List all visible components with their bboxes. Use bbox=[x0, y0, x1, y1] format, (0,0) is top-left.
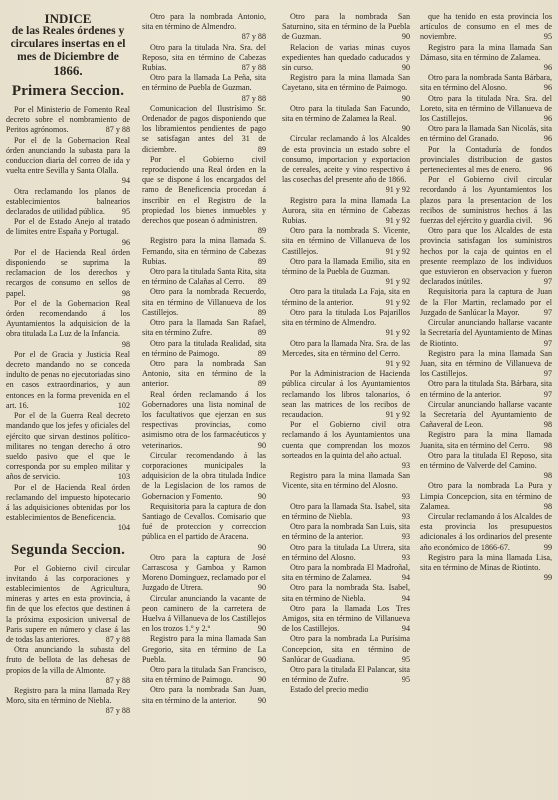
page-number: 89 bbox=[257, 328, 266, 338]
column-3 bbox=[282, 12, 410, 794]
page-number: 102 bbox=[117, 400, 130, 410]
entry-text: Registro para la mina llamada Juanita, sita en término del Cerro. bbox=[420, 430, 552, 450]
page-number: 104 bbox=[117, 523, 130, 533]
index-entry bbox=[420, 430, 552, 450]
index-title-line: circulares insertas en el bbox=[10, 38, 126, 50]
page-number: 91 y 92 bbox=[385, 409, 410, 419]
index-entry bbox=[6, 248, 130, 299]
page-number: 98 bbox=[121, 339, 130, 349]
column-4 bbox=[420, 12, 552, 794]
page-number: 91 y 92 bbox=[385, 246, 410, 256]
entry-text: Otro para la llamada San Rafael, sita en término Zufre. bbox=[142, 318, 266, 338]
page-number: 90 bbox=[401, 32, 410, 42]
index-entry bbox=[142, 359, 266, 390]
entry-list bbox=[282, 12, 410, 696]
index-title: INDICE bbox=[44, 11, 92, 26]
page-number: 96 bbox=[543, 63, 552, 73]
entry-text: Por el de la Gobernacion Real órden anunciando la subasta para la conduccion diaria del correo de ida y vuelta entre Sevilla y Santa Olalla. bbox=[6, 135, 130, 176]
index-entry bbox=[142, 339, 266, 359]
entry-text: Otro para la titulada Realidad, sita en término de Paimogo. bbox=[142, 338, 266, 358]
page-number: 93 bbox=[401, 532, 410, 542]
entry-text: Requisitoria para la captura de Juan de la Flor Martin, reclamado por el Juzgado de Sanlúcar la Mayor. bbox=[420, 287, 552, 317]
page-number: 91 y 92 bbox=[385, 216, 410, 226]
entry-text: Otro para la titulada Santa Rita, sita en término de Calañas al Cerro. bbox=[142, 267, 266, 287]
index-entry bbox=[420, 400, 552, 431]
index-entry bbox=[282, 471, 410, 502]
entry-text: Registro para la mina llamada La Aurora, sita en término de Cabezas Rubias. bbox=[282, 195, 410, 226]
index-entry bbox=[420, 379, 552, 399]
index-entry bbox=[420, 43, 552, 74]
entry-text: Por el Gobierno civil circular invitando á las corporaciones y establecimientos de Agricultura, mineras y artes en esta provincia, á fin de que los efectos que destinen á la próxima exposicion universal de Paris supere en número y clase á las de todas las anteriores. bbox=[6, 563, 130, 644]
index-entry bbox=[6, 645, 130, 686]
page-number: 87 y 88 bbox=[105, 634, 130, 644]
index-entry bbox=[282, 369, 410, 420]
index-entry bbox=[282, 308, 410, 339]
index-entry bbox=[6, 187, 130, 218]
page-number: 96 bbox=[121, 237, 130, 247]
index-entry bbox=[142, 236, 266, 267]
page-number: 91 y 92 bbox=[385, 297, 410, 307]
index-entry bbox=[420, 124, 552, 144]
entry-text: Registro para la mina llamada San Juan, sita en término de Villanueva de los Castillejos. bbox=[420, 348, 552, 379]
index-entry bbox=[6, 105, 130, 136]
page-number: 91 y 92 bbox=[385, 328, 410, 338]
entry-text: Por el de Gracia y Justicia Real decreto mandando no se conceda indulto de penas no ejecutoriadas sino en casos extraordinarios, y aun entonces en la forma prevenida en el art. 16. bbox=[6, 349, 130, 410]
page-number: 94 bbox=[121, 176, 130, 186]
entry-text: Otro para la nombrada San Juan, sita en término de la anterior. bbox=[142, 685, 266, 705]
index-entry bbox=[282, 543, 410, 563]
entry-text: Por la Administracion de Hacienda pública circular á los Ayuntamientos reclamando los libros talonarios, ó sean las matrices de los recibos de recaudacion. bbox=[282, 369, 410, 419]
page-number: 97 bbox=[543, 307, 552, 317]
page-number: 90 bbox=[257, 695, 266, 705]
index-title-line: de las Reales órdenes y bbox=[11, 25, 125, 37]
index-entry bbox=[420, 94, 552, 125]
index-entry bbox=[420, 175, 552, 226]
entry-text: Registro para la mina llamada Rey Moro, sita en término de Niebla. bbox=[6, 685, 130, 706]
page-number: 89 bbox=[257, 348, 266, 358]
index-entry bbox=[142, 43, 266, 74]
page-number: 97 bbox=[543, 369, 552, 379]
page-number: 89 bbox=[257, 144, 266, 154]
page-number: 99 bbox=[543, 573, 552, 583]
index-entry bbox=[282, 502, 410, 522]
entry-text: que ha tenido en esta provincia los artículos de consumo en el mes de noviembre. bbox=[420, 12, 552, 42]
entry-text: Por el Ministerio de Fomento Real decreto sobre el nombramiento de Peritos agrónomos. bbox=[6, 105, 130, 135]
index-entry bbox=[282, 563, 410, 583]
page-number: 98 bbox=[121, 288, 130, 298]
page-number: 96 bbox=[543, 134, 552, 144]
page-number: 90 bbox=[401, 93, 410, 103]
entry-list-primera bbox=[6, 105, 130, 534]
entry-text: Otro para la titulada El Reposo, sita en término de Valverde del Camino. bbox=[420, 450, 552, 470]
index-entry bbox=[282, 134, 410, 195]
entry-text: Otro para la nombrada San Antonio, sita en término de la anterior. bbox=[142, 358, 266, 389]
index-entry bbox=[6, 136, 130, 187]
page-number: 99 bbox=[543, 542, 552, 552]
index-entry bbox=[282, 226, 410, 257]
index-entry bbox=[282, 43, 410, 74]
page-number: 96 bbox=[543, 165, 552, 175]
page-number: 95 bbox=[401, 654, 410, 664]
entry-text: Otro para la llamada Sta. Isabel, sita en término de Niebla. bbox=[282, 501, 410, 521]
index-entry bbox=[6, 686, 130, 717]
page-number: 96 bbox=[543, 83, 552, 93]
page-number: 89 bbox=[257, 277, 266, 287]
entry-text: Registro para la mina llamada San Gregorio, sita en término de La Puebla. bbox=[142, 634, 266, 664]
entry-text: Por el de Estado Anejo al tratado de limites entre España y Portugal. bbox=[6, 217, 130, 237]
page-number: 97 bbox=[543, 277, 552, 287]
index-entry bbox=[420, 12, 552, 43]
index-entry bbox=[282, 665, 410, 685]
index-entry bbox=[6, 217, 130, 248]
index-entry bbox=[142, 73, 266, 104]
entry-text: Por el Gobierno civil otra reclamando á los Ayuntamientos una cuenta que comprendan los mozos sorteados en la quinta del año actual. bbox=[282, 420, 410, 460]
index-entry bbox=[282, 583, 410, 603]
page-number: 94 bbox=[401, 593, 410, 603]
page-number: 91 y 92 bbox=[385, 185, 410, 195]
page-number: 87 y 88 bbox=[105, 675, 130, 685]
entry-text: Registro para la mina llamada S. Fernando, sita en término de Cabezas Rubias. bbox=[142, 236, 266, 266]
entry-text: Otro para que los Alcaldes de esta provincia satisfagan los suministros hechos por la caja de quintos en el presente reemplazo de los individuos que estuvieron en observacion y fueron declarados inútiles. bbox=[420, 226, 552, 287]
page-number: 93 bbox=[401, 460, 410, 470]
entry-text: Otro para la nombrada Santa Bárbara, sita en término del Alosno. bbox=[420, 73, 552, 93]
page-number: 87 y 88 bbox=[105, 706, 130, 716]
index-entry bbox=[282, 685, 410, 695]
entry-text: Otro para la titulada Sta. Bárbara, sita en término de la anterior. bbox=[420, 379, 552, 399]
index-entry bbox=[142, 318, 266, 338]
entry-text: Otro para la titulada El Palancar, sita en término de Zufre. bbox=[282, 665, 410, 685]
index-entry bbox=[142, 390, 266, 451]
section-heading-segunda: Segunda Seccion. bbox=[10, 541, 126, 558]
index-entry bbox=[142, 155, 266, 237]
entry-text: Circular anunciando hallarse vacante la Secretaría del Ayuntamiento de Cañaveral de Leon. bbox=[420, 399, 552, 430]
index-entry bbox=[282, 287, 410, 307]
entry-text: Otro para la titulada San Francisco, sita en término de Paimogo. bbox=[142, 665, 266, 685]
entry-text: Estado del precio medio bbox=[290, 685, 369, 695]
index-entry bbox=[282, 604, 410, 635]
entry-text: Por la Contaduría de fondos provinciales distribucion de gastos pertenecientes al mes de enero. bbox=[420, 144, 552, 175]
entry-text: Registro para la mina llamada San Cayetano, sita en término de Paimogo. bbox=[282, 73, 410, 93]
entry-text: Otro para la titulada La Utrera, sita en término del Alosno. bbox=[282, 542, 410, 562]
entry-text: Otro para la llamada Los Tres Amigos, sita en término de Villanueva de los Castillejos. bbox=[282, 603, 410, 634]
entry-text: Comunicacion del Ilustrísimo Sr. Ordenador de pagos disponiendo que los libramientos pendientes de pago se satisfagan antes del 31 de diciembre. bbox=[142, 103, 266, 154]
entry-text: Otro para la nombrada La Pura y Limpia Concepcion, sita en término de Zalamea. bbox=[420, 481, 552, 511]
page-number: 103 bbox=[117, 472, 130, 482]
page-number: 97 bbox=[543, 338, 552, 348]
page-number: 90 bbox=[257, 583, 266, 593]
page-number: 96 bbox=[543, 216, 552, 226]
page-number: 90 bbox=[257, 491, 266, 501]
page-number: 93 bbox=[401, 511, 410, 521]
index-entry bbox=[420, 287, 552, 318]
page-number: 91 y 92 bbox=[385, 358, 410, 368]
page-number: 89 bbox=[257, 226, 266, 236]
index-entry bbox=[6, 564, 130, 646]
index-entry bbox=[420, 451, 552, 482]
page-number: 90 bbox=[401, 63, 410, 73]
index-entry bbox=[6, 350, 130, 411]
index-entry bbox=[6, 299, 130, 350]
index-entry bbox=[420, 349, 552, 380]
entry-text: Otro para la titulada San Facundo, sita en término de Zalamea la Real. bbox=[282, 103, 410, 124]
index-entry bbox=[142, 594, 266, 635]
page-number: 90 bbox=[401, 124, 410, 134]
entry-text: Otro para la llamada San Nicolás, sita en término del Granado. bbox=[420, 124, 552, 144]
entry-text: Real órden reclamando á los Gobernadores una lista nominal de los facultativos que ejerzan en sus respectivas provincias, como asimismo otra de los farmacéuticos y veterinarios. bbox=[142, 389, 266, 450]
index-entry bbox=[282, 104, 410, 135]
page-number: 95 bbox=[121, 207, 130, 217]
page-number: 94 bbox=[401, 573, 410, 583]
index-entry bbox=[142, 451, 266, 502]
entry-text: Otro para la nombrada Sta. Isabel, sita en término de Niebla. bbox=[282, 583, 410, 603]
entry-text: Otro para la llamada Nra. Sra. de las Mercedes, sita en término del Cerro. bbox=[282, 338, 410, 358]
page-number: 98 bbox=[543, 440, 552, 450]
page-number: 87 y 88 bbox=[105, 125, 130, 135]
page-number: 87 y 88 bbox=[241, 63, 266, 73]
index-entry bbox=[142, 634, 266, 665]
index-entry bbox=[142, 12, 266, 43]
index-entry bbox=[420, 512, 552, 553]
index-entry bbox=[142, 267, 266, 287]
entry-list-segunda bbox=[6, 564, 130, 717]
page-number: 94 bbox=[401, 624, 410, 634]
section-heading-primera: Primera Seccion. bbox=[11, 83, 125, 99]
page-number: 90 bbox=[257, 654, 266, 664]
entry-text: Otra anunciando la subasta del fruto de bellota de las dehesas de propios de la villa de Almonte. bbox=[6, 645, 130, 675]
entry-text: Por el de Hacienda Real órden disponiendo se suprima la reclamacion de los derechos y recargos de consumo en sellos de papel. bbox=[6, 247, 130, 298]
entry-text: Por el de la Guerra Real decreto mandando que los jefes y oficiales del ejército que sirvan destinos político-militares no tengan derecho á otro sueldo pasivo que el que le corresponda por su empleo militar y años de servicio. bbox=[6, 411, 130, 482]
page-number: 90 bbox=[257, 675, 266, 685]
entry-text: Otra reclamando los planos de establecimientos balnearios declarados de utilidad pública. bbox=[6, 186, 130, 217]
page-number: 89 bbox=[257, 256, 266, 266]
column-1 bbox=[6, 12, 130, 794]
index-entry bbox=[282, 522, 410, 542]
page-number: 98 bbox=[543, 420, 552, 430]
entry-text: Otro para la nombrada San Luis, sita en término de la anterior. bbox=[282, 522, 410, 542]
entry-list bbox=[420, 12, 552, 583]
entry-text: Por el de Hacienda Real órden reclamando del impuesto hipotecario á las adquisiciones obtenidas por los establecimientos de Beneficencia. bbox=[6, 482, 130, 523]
index-entry bbox=[282, 73, 410, 104]
entry-text: Circular anunciando la vacante de peon caminero de la carretera de Huelva á Villanueva de los Castillejos en los trozos 1.º y 2.º bbox=[142, 593, 266, 634]
index-entry bbox=[282, 420, 410, 471]
index-entry bbox=[282, 196, 410, 227]
index-entry bbox=[282, 339, 410, 370]
index-entry bbox=[142, 685, 266, 705]
index-entry bbox=[420, 145, 552, 176]
page-number: 89 bbox=[257, 307, 266, 317]
page-number: 95 bbox=[543, 32, 552, 42]
index-entry bbox=[6, 483, 130, 534]
entry-text: Por el Gobierno civil circular recordando á los Ayuntamientos los plazos para la presentacion de los recibos de suministros hechos á las fuerzas del ejército y guardia civil. bbox=[420, 175, 552, 226]
entry-text: Circular anunciando hallarse vacante la Secretaría del Ayuntamiento de Minas de Riotinto. bbox=[420, 318, 552, 348]
entry-text: Otro para la titulada Nra. Sra. del Reposo, sita en término de Cabezas Rubias. bbox=[142, 42, 266, 73]
page-number: 98 bbox=[543, 471, 552, 481]
index-entry bbox=[420, 73, 552, 93]
entry-text: Circular reclamando á los Alcaldes de esta provincia un estado sobre el consumo, importacion y exportacion de cereales, aceite y vino respectivo á las cosechas del presente año de 1866. bbox=[282, 134, 410, 185]
entry-text: Otro para la llamada Emilio, sita en término de la Puebla de Guzman. bbox=[282, 256, 410, 277]
entry-text: Otro para la nombrada S. Vicente, sita en término de Villanueva de los Castillejos. bbox=[282, 226, 410, 256]
index-entry bbox=[142, 104, 266, 155]
entry-text: Registro para la mina llamada Lisa, sita en término de Minas de Riotinto. bbox=[420, 552, 552, 572]
entry-text: Requisitoria para la captura de don Santiago de Cevallos. Comisario que fué de proteccion y correccion pública en el partido de Aracena. bbox=[142, 501, 266, 542]
entry-text: Por el de la Gobernacion Real órden recomendando á los Ayuntamientos la adquisicion de la obra titulada La Luz de la Infancia. bbox=[6, 298, 130, 339]
entry-text: Otro para la titulada Los Pajarillos sita en término de Almendro. bbox=[282, 307, 410, 328]
page-number: 87 y 88 bbox=[241, 93, 266, 103]
index-entry bbox=[282, 12, 410, 43]
index-entry bbox=[282, 634, 410, 665]
entry-text: Circular recomendando á las corporaciones municipales la adquisicion de la obra titulada Indice de la Legislacion de los ramos de Gobernacion y Fomento. bbox=[142, 450, 266, 501]
index-entry bbox=[420, 318, 552, 349]
page-number: 98 bbox=[543, 501, 552, 511]
entry-text: Otro para la titulada La Faja, sita en término de la anterior. bbox=[282, 287, 410, 307]
entry-text: Otro para la nombrada Antonio, sita en término de Almendro. bbox=[142, 12, 266, 32]
index-entry bbox=[420, 553, 552, 584]
entry-text: Circular reclamando á los Alcaldes de esta provincia los presupuestos adicionales á los ordinarios del presente año económico de 1866-67. bbox=[420, 511, 552, 552]
page-number: 91 y 92 bbox=[385, 277, 410, 287]
index-entry bbox=[6, 411, 130, 482]
entry-text: Otro para la captura de José Carrascosa y Gamboa y Ramon Moreno Dominguez, reclamado por el Juzgado de Utrera. bbox=[142, 552, 266, 593]
entry-text: Registro para la mina llamada San Vicente, sita en término del Alosno. bbox=[282, 471, 410, 491]
index-entry bbox=[142, 553, 266, 594]
index-entry bbox=[282, 257, 410, 288]
entry-text: Otro para la nombrada Recuerdo, sita en término de Villanueva de los Castillejos. bbox=[142, 287, 266, 317]
entry-text: Otro para la nombrada San Saturnino, sita en término de la Puebla de Guzman. bbox=[282, 12, 410, 42]
entry-text: Otro para la titulada Nra. Sra. del Loreto, sita en término de Villanueva de los Castillejos. bbox=[420, 93, 552, 124]
page-number: 90 bbox=[257, 542, 266, 552]
index-entry bbox=[142, 287, 266, 318]
page-number: 93 bbox=[401, 552, 410, 562]
column-2 bbox=[142, 12, 266, 794]
page-number: 87 y 88 bbox=[241, 32, 266, 42]
index-entry bbox=[420, 481, 552, 512]
page-number: 96 bbox=[543, 114, 552, 124]
index-entry bbox=[142, 665, 266, 685]
index-title-line: mes de Diciembre de bbox=[17, 51, 119, 63]
entry-list bbox=[142, 12, 266, 706]
page-number: 90 bbox=[257, 624, 266, 634]
index-year: 1866. bbox=[53, 63, 83, 78]
page-number: 97 bbox=[543, 389, 552, 399]
page-number: 95 bbox=[401, 675, 410, 685]
entry-text: Relacion de varias minas cuyos expedientes han quedado caducados y sin curso. bbox=[282, 42, 410, 73]
entry-text: Registro para la mina llamada San Dámaso, sita en término de Zalamea. bbox=[420, 42, 552, 62]
index-entry bbox=[420, 226, 552, 287]
page-number: 89 bbox=[257, 379, 266, 389]
page-number: 90 bbox=[257, 440, 266, 450]
entry-text: Otro para la nombrada El Madroñal, sita en término de Zalamea. bbox=[282, 562, 410, 583]
entry-text: Por el Gobierno civil reproduciendo una Real órden en la que se dispone á los encargados del ramo de Beneficencia procedan á inscribir en el Registro de la propiedad los bienes inmuebles y derechos que posean ó administren. bbox=[142, 154, 266, 226]
entry-text: Otro para la llamada La Peña, sita en término de Puebla de Guzman. bbox=[142, 73, 266, 93]
page-number: 93 bbox=[401, 491, 410, 501]
entry-text: Otro para la nombrada La Purísima Concepcion, sita en término de Sanlúcar de Guadiana. bbox=[282, 634, 410, 664]
index-entry bbox=[142, 502, 266, 553]
